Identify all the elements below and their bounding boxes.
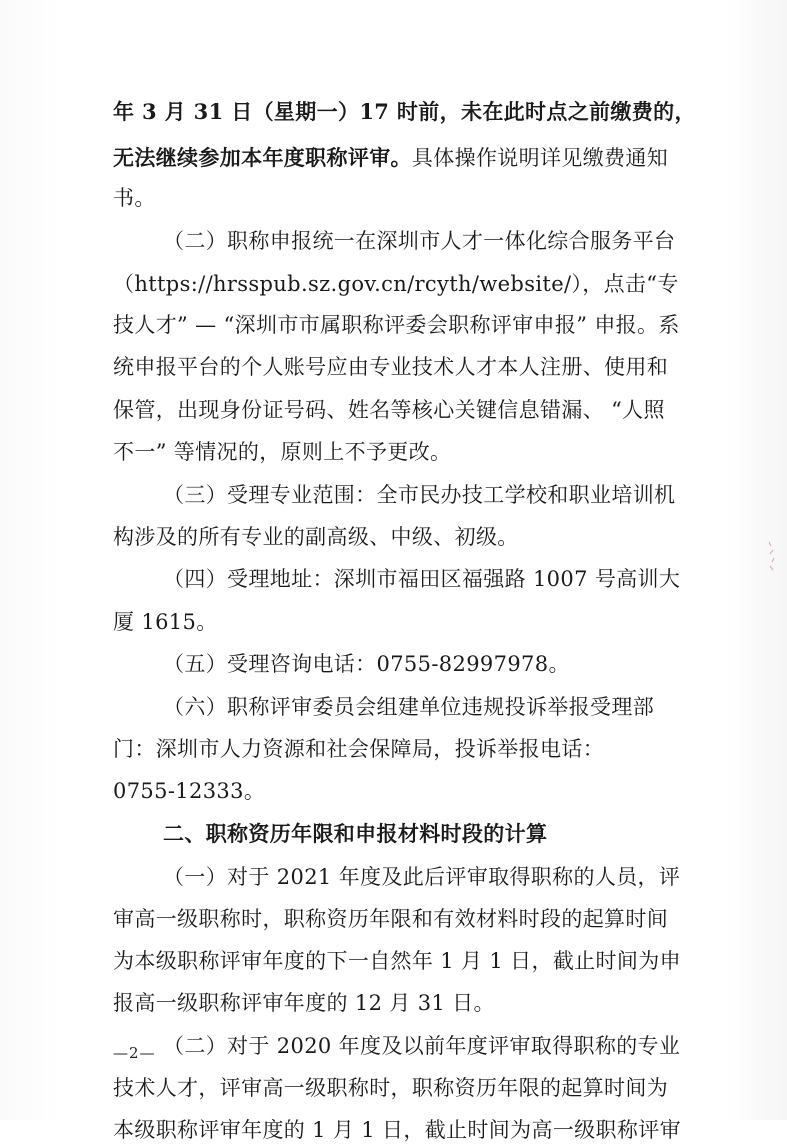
text-line: 审高一级职称时，职称资历年限和有效材料时段的起算时间 — [113, 907, 669, 931]
text-line: 门：深圳市人力资源和社会保障局，投诉举报电话： — [113, 737, 605, 761]
page-number: —2— — [113, 1044, 156, 1062]
text-line: 为本级职称评审年度的下一自然年 1 月 1 日，截止时间为申 — [113, 949, 681, 973]
text-line: 本级职称评审年度的 1 月 1 日，截止时间为高一级职称评审 — [113, 1118, 681, 1142]
text-line: 统申报平台的个人账号应由专业技术人才本人注册、使用和 — [113, 355, 669, 379]
text-line: 年 3 月 31 日（星期一）17 时前，未在此时点之前缴费的， — [113, 99, 696, 124]
section-heading: 二、职称资历年限和申报材料时段的计算 — [163, 821, 548, 846]
text-line: 0755-12333。 — [113, 779, 266, 803]
text-line: 书。 — [113, 186, 156, 210]
paragraph-first-line: （一）对于 2021 年度及此后评审取得职称的人员，评 — [163, 865, 681, 889]
text-line: 厦 1615。 — [113, 610, 218, 634]
text-line: 技术人才，评审高一级职称时，职称资历年限的起算时间为 — [113, 1076, 669, 1100]
text-line: 报高一级职称评审年度的 12 月 31 日。 — [113, 991, 495, 1015]
bold-text: 无法继续参加本年度职称评审。 — [113, 145, 412, 170]
text-line — [113, 143, 668, 173]
paragraph-first-line: （三）受理专业范围：全市民办技工学校和职业培训机 — [163, 483, 676, 507]
text-line: 保管，出现身份证号码、姓名等核心关键信息错漏、 “人照 — [113, 398, 665, 422]
paragraph-first-line: （二）对于 2020 年度及以前年度评审取得职称的专业 — [163, 1034, 681, 1058]
paragraph-first-line: （六）职称评审委员会组建单位违规投诉举报受理部 — [163, 695, 655, 719]
paragraph-first-line: （二）职称申报统一在深圳市人才一体化综合服务平台 — [163, 229, 676, 253]
normal-text: 具体操作说明详见缴费通知 — [411, 146, 669, 170]
stamp-edge-mark — [765, 540, 779, 574]
paragraph-first-line: （五）受理咨询电话：0755-82997978。 — [163, 652, 570, 676]
paragraph-first-line: （四）受理地址：深圳市福田区福强路 1007 号高训大 — [163, 567, 681, 591]
text-line: 不一” 等情况的，原则上不予更改。 — [113, 440, 452, 464]
text-line: 构涉及的所有专业的副高级、中级、初级。 — [113, 525, 519, 549]
text-line: 技人才” — “深圳市市属职称评委会职称评审申报” 申报。系 — [113, 313, 680, 337]
text-line: （https://hrsspub.sz.gov.cn/rcyth/website/），点击“专 — [113, 272, 679, 296]
